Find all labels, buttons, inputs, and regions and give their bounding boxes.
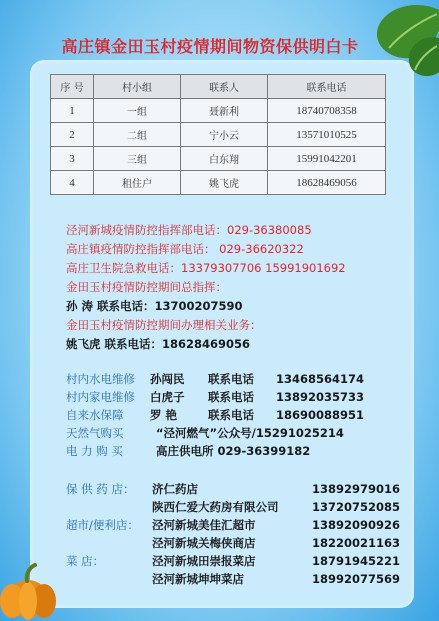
table-row — [51, 147, 386, 171]
table-header: 联系电话 — [268, 75, 386, 99]
repair-row — [66, 407, 364, 423]
store-phone: 13892090926 — [312, 518, 401, 532]
table-cell: 二组 — [94, 123, 181, 147]
repair-phone-label: 联系电话 — [208, 372, 254, 386]
table-cell: 18740708358 — [268, 99, 386, 123]
table-row — [51, 99, 386, 123]
repair-label: 天然气购买 — [66, 426, 124, 440]
page-title: 高庄镇金田玉村疫情期间物资保供明白卡 — [61, 37, 359, 56]
repair-label: 电 力 购 买 — [66, 444, 123, 458]
table-row — [51, 171, 386, 195]
table-header: 联系人 — [181, 75, 268, 99]
table-cell: 4 — [51, 171, 94, 195]
pharmacy-label: 保 供 药 店： — [66, 482, 135, 496]
hotline-jinghe: 泾河新城疫情防控指挥部电话：029-36380085 — [66, 223, 312, 237]
repair-label: 自来水保障 — [66, 408, 124, 422]
table-cell: 13571010525 — [268, 123, 386, 147]
commander-heading: 金田玉村疫情防控期间总指挥： — [66, 280, 227, 294]
repair-phone: 13468564174 — [276, 372, 365, 386]
store-name: 泾河新城关梅侠商店 — [152, 536, 256, 550]
repair-person: 罗 艳 — [150, 408, 178, 422]
vegetable-row — [66, 553, 400, 569]
table-header-row — [51, 75, 386, 99]
store-name: 泾河新城美佳汇超市 — [152, 518, 256, 532]
business-heading: 金田玉村疫情防控期间办理相关业务： — [66, 318, 262, 332]
repair-person: 高庄供电所 029-36399182 — [156, 444, 311, 458]
repair-person: 白虎子 — [150, 390, 185, 404]
village-group-table — [50, 74, 386, 195]
store-name: 陕西仁爱大药房有限公司 — [152, 500, 279, 514]
pharmacy-row — [66, 481, 400, 497]
repair-phone: 13892035733 — [276, 390, 365, 404]
store-phone: 18992077569 — [312, 572, 401, 586]
hotline-clinic: 高庄卫生院急救电话：13379307706 15991901692 — [66, 261, 346, 275]
repair-person: “泾河燃气”公众号/15291025214 — [156, 426, 344, 440]
table-header: 村小组 — [94, 75, 181, 99]
repair-label: 村内家电维修 — [66, 390, 135, 404]
vegetable-label: 菜 店： — [66, 554, 105, 568]
repair-row — [66, 443, 310, 459]
store-phone: 13892979016 — [312, 482, 401, 496]
repair-row — [66, 371, 364, 387]
business-contact: 姚飞虎 联系电话：18628469056 — [66, 337, 251, 351]
pumpkin-icon — [0, 559, 70, 621]
repair-row — [66, 389, 364, 405]
market-label: 超市/便利店： — [66, 518, 139, 532]
table-cell: 2 — [51, 123, 94, 147]
table-cell: 宁小云 — [181, 123, 268, 147]
commander-contact: 孙 涛 联系电话：13700207590 — [66, 299, 243, 313]
table-cell: 3 — [51, 147, 94, 171]
table-row — [51, 123, 386, 147]
store-phone: 18791945221 — [312, 554, 401, 568]
pharmacy-row — [152, 499, 400, 515]
store-name: 泾河新城坤坤菜店 — [152, 572, 244, 586]
table-cell: 租住户 — [94, 171, 181, 195]
store-phone: 13720752085 — [312, 500, 401, 514]
table-cell: 一组 — [94, 99, 181, 123]
table-cell: 聂新利 — [181, 99, 268, 123]
repair-label: 村内水电维修 — [66, 372, 135, 386]
repair-phone-label: 联系电话 — [208, 408, 254, 422]
table-cell: 18628469056 — [268, 171, 386, 195]
market-row — [66, 517, 400, 533]
table-cell: 1 — [51, 99, 94, 123]
vegetable-row — [152, 571, 400, 587]
market-row — [152, 535, 400, 551]
table-cell: 三组 — [94, 147, 181, 171]
store-name: 济仁药店 — [152, 482, 198, 496]
repair-phone-label: 联系电话 — [208, 390, 254, 404]
repair-phone: 18690088951 — [276, 408, 365, 422]
table-cell: 白东翔 — [181, 147, 268, 171]
store-phone: 18220021163 — [312, 536, 401, 550]
table-header: 序 号 — [51, 75, 94, 99]
hotline-gaozhuang: 高庄镇疫情防控指挥部电话： 029-36620322 — [66, 242, 304, 256]
repair-row — [66, 425, 344, 441]
store-name: 泾河新城田崇报菜店 — [152, 554, 256, 568]
repair-person: 孙闯民 — [150, 372, 185, 386]
table-cell: 姚飞虎 — [181, 171, 268, 195]
table-cell: 15991042201 — [268, 147, 386, 171]
